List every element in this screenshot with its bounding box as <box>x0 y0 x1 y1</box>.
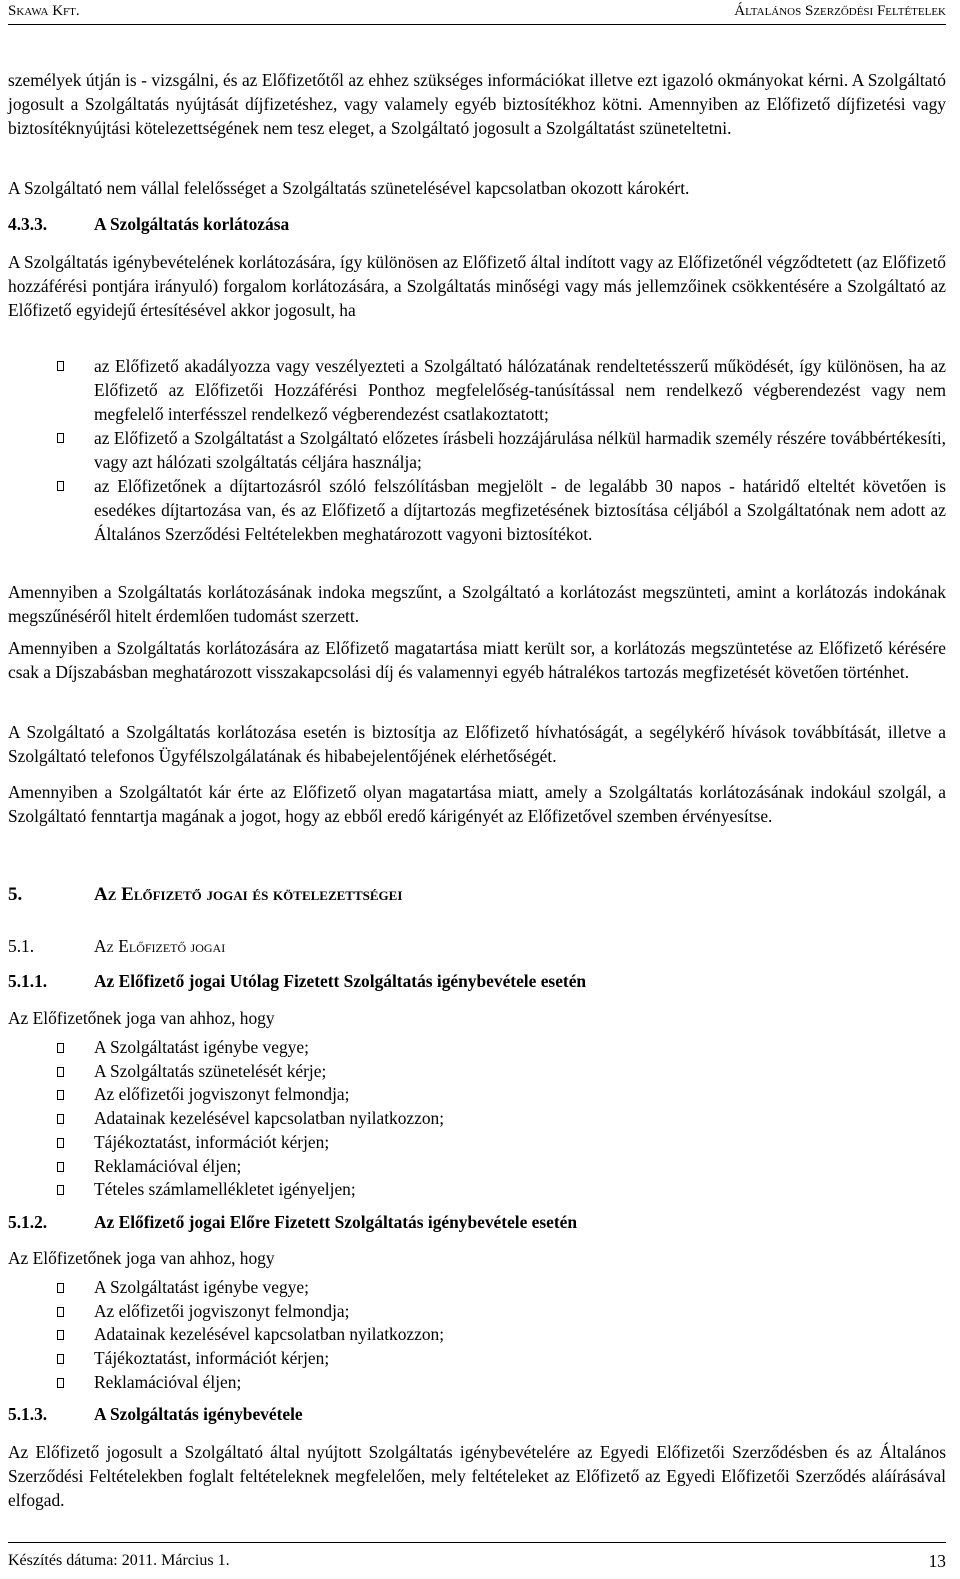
section-number: 5.1.2. <box>8 1212 48 1232</box>
square-bullet-icon <box>57 1162 64 1172</box>
list-item: A Szolgáltatást igénybe vegye; <box>8 1276 946 1300</box>
square-bullet-icon <box>57 1067 64 1077</box>
list-item: A Szolgáltatás szünetelését kérje; <box>8 1060 946 1084</box>
page-number: 13 <box>928 1551 946 1571</box>
paragraph-damages: Amennyiben a Szolgáltatót kár érte az Előfizető olyan magatartása miatt, amely a Szolgáltatás korlátozásának indokául szolgál, a Szolgáltató fenntartja magának a jogot, hogy az ebből eredő kárigényét az Előfizetővel szemben érvényesítse. <box>8 782 946 826</box>
square-bullet-icon <box>57 1185 64 1195</box>
square-bullet-icon <box>57 1043 64 1053</box>
list-item: az Előfizető a Szolgáltatást a Szolgáltató előzetes írásbeli hozzájárulása nélkül harmadik személy részére továbbértékesíti, vagy azt hálózati szolgáltatás céljára használja; <box>8 426 946 474</box>
square-bullet-icon <box>57 1090 64 1100</box>
section-5-heading <box>8 883 946 907</box>
footer-date: Készítés dátuma: 2011. Március 1. <box>8 1552 230 1569</box>
list-item: Tájékoztatást, információt kérjen; <box>8 1347 946 1371</box>
header-doc-title: Általános Szerződési Feltételek <box>734 3 946 19</box>
list-item: Az előfizetői jogviszonyt felmondja; <box>8 1083 946 1107</box>
intro-paragraph-2: A Szolgáltató nem vállal felelősséget a Szolgáltatás szünetelésével kapcsolatban okozott károkért. <box>8 178 690 198</box>
square-bullet-icon <box>57 481 64 491</box>
section-number: 5. <box>8 884 23 905</box>
section-5-1-1-lead: Az Előfizetőnek joga van ahhoz, hogy <box>8 1008 275 1028</box>
section-5-1-3-text: Az Előfizető jogosult a Szolgáltató által nyújtott Szolgáltatás igénybevételére az Egyedi Előfizetői Szerződésben és az Általános Szerződési Feltételekben foglalt feltételeknek megfelelően, mely feltételeket az Előfizető az Egyedi Előfizetői Szerződés aláírásával elfogad. <box>8 1442 946 1510</box>
square-bullet-icon <box>57 433 64 443</box>
square-bullet-icon <box>57 1354 64 1364</box>
section-title: A Szolgáltatás igénybevétele <box>94 1404 303 1424</box>
list-item: Tételes számlamellékletet igényeljen; <box>8 1178 946 1202</box>
list-item: az Előfizetőnek a díjtartozásról szóló felszólításban megjelölt - de legalább 30 napos - határidő elteltét követően is esedékes díjtartozása van, és az Előfizető a díjtartozás megfizetésének biztosítása céljából a Szolgáltatónak nem adott az Általános Szerződési Feltételekben meghatározott vagyoni biztosítékot. <box>8 474 946 546</box>
section-4-3-3-heading <box>8 212 946 236</box>
section-5-1-2-heading <box>8 1210 946 1234</box>
section-number: 5.1. <box>8 936 35 956</box>
list-item: Az előfizetői jogviszonyt felmondja; <box>8 1300 946 1324</box>
list-item: Adatainak kezelésével kapcsolatban nyilatkozzon; <box>8 1107 946 1131</box>
square-bullet-icon <box>57 1283 64 1293</box>
footer-rule <box>8 1542 946 1543</box>
section-5-1-1-heading <box>8 969 946 993</box>
square-bullet-icon <box>57 361 64 371</box>
intro-paragraph-1: személyek útján is - vizsgálni, és az Előfizetőtől az ehhez szükséges információkat illetve ezt igazoló okmányokat kérni. A Szolgáltató jogosult a Szolgáltatás nyújtását díjfizetéshez, vagy valamely egyéb biztosítékhoz kötni. Amennyiben az Előfizető díjfizetési vagy biztosítéknyújtási kötelezettségének nem tesz eleget, a Szolgáltató jogosult a Szolgáltatást szüneteltetni. <box>8 70 946 138</box>
paragraph-restriction-lift: Amennyiben a Szolgáltatás korlátozására az Előfizető magatartása miatt került sor, a korlátozás megszüntetése az Előfizető kérésére csak a Díjszabásban meghatározott visszakapcsolási díj és valamennyi egyéb hátralékos tartozás megfizetését követően történhet. <box>8 638 946 682</box>
section-title: A Szolgáltatás korlátozása <box>94 214 290 234</box>
list-item: Reklamációval éljen; <box>8 1155 946 1179</box>
section-5-1-heading <box>8 934 946 958</box>
square-bullet-icon <box>57 1330 64 1340</box>
square-bullet-icon <box>57 1307 64 1317</box>
section-number: 5.1.3. <box>8 1404 48 1424</box>
restriction-list <box>8 354 946 546</box>
list-item: Tájékoztatást, információt kérjen; <box>8 1131 946 1155</box>
section-title: Az Előfizető jogai Utólag Fizetett Szolgáltatás igénybevétele esetén <box>94 971 587 991</box>
section-5-1-3-heading <box>8 1402 946 1426</box>
paragraph-reachability: A Szolgáltató a Szolgáltatás korlátozása esetén is biztosítja az Előfizető hívhatóságát, a segélykérő hívások továbbítását, illetve a Szolgáltató telefonos Ügyfélszolgálatának és hibabejelentőjének elérhetőségét. <box>8 722 946 766</box>
list-item: Reklamációval éljen; <box>8 1371 946 1395</box>
square-bullet-icon <box>57 1138 64 1148</box>
section-number: 5.1.1. <box>8 971 48 991</box>
page-header <box>8 2 946 24</box>
section-title: Az Előfizető jogai <box>94 936 226 956</box>
section-5-1-2-lead: Az Előfizetőnek joga van ahhoz, hogy <box>8 1248 275 1268</box>
section-number: 4.3.3. <box>8 214 48 234</box>
list-item: az Előfizető akadályozza vagy veszélyezteti a Szolgáltató hálózatának rendeltetésszerű működését, így különösen, ha az Előfizető az Előfizetői Hozzáférési Ponthoz megfelelőség-tanúsítással nem rendelkező végberendezést vagy nem megfelelő interfésszel rendelkező végberendezést csatlakoztatott; <box>8 354 946 426</box>
rights-list-prepaid <box>8 1276 946 1395</box>
list-item: Adatainak kezelésével kapcsolatban nyilatkozzon; <box>8 1323 946 1347</box>
section-4-3-3-lead: A Szolgáltatás igénybevételének korlátozására, így különösen az Előfizető által indított vagy az Előfizetőnél végződtetett (az Előfizető hozzáférési pontjára irányuló) forgalom korlátozására, a Szolgáltatás minőségi vagy más jellemzőinek csökkentésére a Szolgáltató az Előfizető egyidejű értesítésével akkor jogosult, ha <box>8 252 946 320</box>
paragraph-restriction-end: Amennyiben a Szolgáltatás korlátozásának indoka megszűnt, a Szolgáltató a korlátozást megszünteti, amint a korlátozás indokának megszűnéséről hitelt érdemlően tudomást szerzett. <box>8 582 946 626</box>
header-company: Skawa Kft. <box>8 3 80 19</box>
section-title: Az Előfizető jogai és kötelezettségei <box>94 884 403 905</box>
header-rule <box>8 24 946 25</box>
rights-list-postpaid <box>8 1036 946 1202</box>
square-bullet-icon <box>57 1114 64 1124</box>
section-title: Az Előfizető jogai Előre Fizetett Szolgáltatás igénybevétele esetén <box>94 1212 578 1232</box>
square-bullet-icon <box>57 1378 64 1388</box>
list-item: A Szolgáltatást igénybe vegye; <box>8 1036 946 1060</box>
